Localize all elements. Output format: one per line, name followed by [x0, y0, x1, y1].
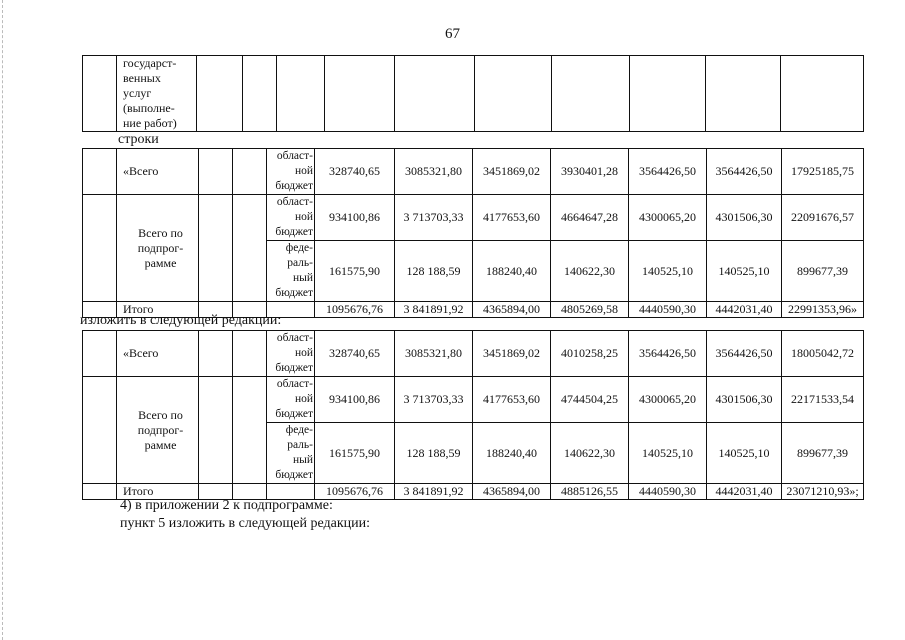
value-cell: 4177653,60 [473, 195, 551, 241]
cell [233, 195, 267, 302]
value-cell: 4010258,25 [551, 331, 629, 377]
value-cell: 4885126,55 [551, 484, 629, 500]
value-cell: 1095676,76 [315, 484, 395, 500]
top-table-fragment [82, 55, 864, 132]
cell [475, 56, 552, 132]
value-cell: 3451869,02 [473, 149, 551, 195]
value-cell: 3085321,80 [395, 149, 473, 195]
value-cell: 3564426,50 [707, 149, 782, 195]
source-text: област- ной бюджет [275, 150, 313, 192]
cell [199, 377, 233, 484]
value-cell: 328740,65 [315, 149, 395, 195]
value-cell: 3930401,28 [551, 149, 629, 195]
value-cell: 3451869,02 [473, 331, 551, 377]
label-rows: строки [118, 132, 159, 147]
budget-table-old [82, 148, 864, 318]
row-label: Итого [117, 484, 199, 500]
value-cell: 4365894,00 [473, 484, 551, 500]
cell [199, 331, 233, 377]
cell [781, 56, 864, 132]
row-label: «Всего [117, 149, 199, 195]
label-edit: изложить в следующей редакции: [80, 313, 282, 328]
source-label [267, 377, 315, 423]
value-cell: 140525,10 [707, 241, 782, 302]
value-cell: 4301506,30 [707, 377, 782, 423]
value-cell: 18005042,72 [782, 331, 864, 377]
value-cell: 188240,40 [473, 423, 551, 484]
cell [83, 149, 117, 195]
cell [277, 56, 325, 132]
table-row [83, 195, 864, 241]
value-cell: 17925185,75 [782, 149, 864, 195]
source-text: област- ной бюджет [275, 378, 313, 420]
value-cell: 4440590,30 [629, 484, 707, 500]
label-item-4: 4) в приложении 2 к подпрограмме: [120, 498, 333, 513]
value-cell: 3 713703,33 [395, 377, 473, 423]
table-row [83, 377, 864, 423]
cell [83, 484, 117, 500]
table-row [83, 331, 864, 377]
value-cell: 161575,90 [315, 423, 395, 484]
value-cell: 4664647,28 [551, 195, 629, 241]
cell [83, 377, 117, 484]
value-cell: 1095676,76 [315, 302, 395, 318]
value-cell: 22991353,96» [782, 302, 864, 318]
value-cell: 328740,65 [315, 331, 395, 377]
row-label: «Всего [117, 331, 199, 377]
value-cell: 934100,86 [315, 377, 395, 423]
cell [199, 195, 233, 302]
source-text: феде- раль- ный бюджет [275, 424, 313, 481]
cell [395, 56, 475, 132]
cell [197, 56, 243, 132]
table-row [83, 149, 864, 195]
budget-table-new [82, 330, 864, 500]
value-cell: 140622,30 [551, 423, 629, 484]
source-text: област- ной бюджет [275, 332, 313, 374]
value-cell: 128 188,59 [395, 241, 473, 302]
header-text-cell [117, 56, 197, 132]
value-cell: 4365894,00 [473, 302, 551, 318]
row-label [117, 195, 199, 302]
value-cell: 23071210,93»; [782, 484, 864, 500]
source-label [267, 423, 315, 484]
value-cell: 3 841891,92 [395, 302, 473, 318]
cell [706, 56, 781, 132]
source-label [267, 241, 315, 302]
label-item-5: пункт 5 изложить в следующей редакции: [120, 516, 370, 531]
cell [83, 195, 117, 302]
source-label [267, 331, 315, 377]
value-cell: 4805269,58 [551, 302, 629, 318]
row-label: Итого [117, 302, 199, 318]
cell [243, 56, 277, 132]
value-cell: 140525,10 [629, 423, 707, 484]
source-text: област- ной бюджет [275, 196, 313, 238]
value-cell: 161575,90 [315, 241, 395, 302]
cell [552, 56, 630, 132]
cell [233, 149, 267, 195]
value-cell: 3085321,80 [395, 331, 473, 377]
header-text: государст- венных услуг (выполне- ние работ) [123, 56, 177, 130]
value-cell: 188240,40 [473, 241, 551, 302]
value-cell: 4300065,20 [629, 195, 707, 241]
row-label [117, 377, 199, 484]
cell [630, 56, 706, 132]
cell [233, 331, 267, 377]
value-cell: 4301506,30 [707, 195, 782, 241]
value-cell: 3564426,50 [629, 331, 707, 377]
source-label [267, 195, 315, 241]
cell [83, 331, 117, 377]
value-cell: 3 713703,33 [395, 195, 473, 241]
source-label [267, 149, 315, 195]
value-cell: 140525,10 [629, 241, 707, 302]
value-cell: 22091676,57 [782, 195, 864, 241]
cell [199, 149, 233, 195]
page-number: 67 [445, 26, 460, 42]
cell [233, 377, 267, 484]
value-cell: 4442031,40 [707, 484, 782, 500]
cell [83, 56, 117, 132]
value-cell: 899677,39 [782, 423, 864, 484]
value-cell: 4744504,25 [551, 377, 629, 423]
value-cell: 22171533,54 [782, 377, 864, 423]
value-cell: 3564426,50 [629, 149, 707, 195]
scan-edge-line [2, 0, 3, 640]
row-label-text: Всего по подпрог- рамме [137, 225, 184, 270]
value-cell: 4440590,30 [629, 302, 707, 318]
value-cell: 128 188,59 [395, 423, 473, 484]
value-cell: 4177653,60 [473, 377, 551, 423]
value-cell: 3564426,50 [707, 331, 782, 377]
value-cell: 899677,39 [782, 241, 864, 302]
value-cell: 934100,86 [315, 195, 395, 241]
value-cell: 140525,10 [707, 423, 782, 484]
value-cell: 4442031,40 [707, 302, 782, 318]
value-cell: 4300065,20 [629, 377, 707, 423]
cell [325, 56, 395, 132]
row-label-text: Всего по подпрог- рамме [137, 407, 184, 452]
value-cell: 140622,30 [551, 241, 629, 302]
value-cell: 3 841891,92 [395, 484, 473, 500]
source-text: феде- раль- ный бюджет [275, 242, 313, 299]
